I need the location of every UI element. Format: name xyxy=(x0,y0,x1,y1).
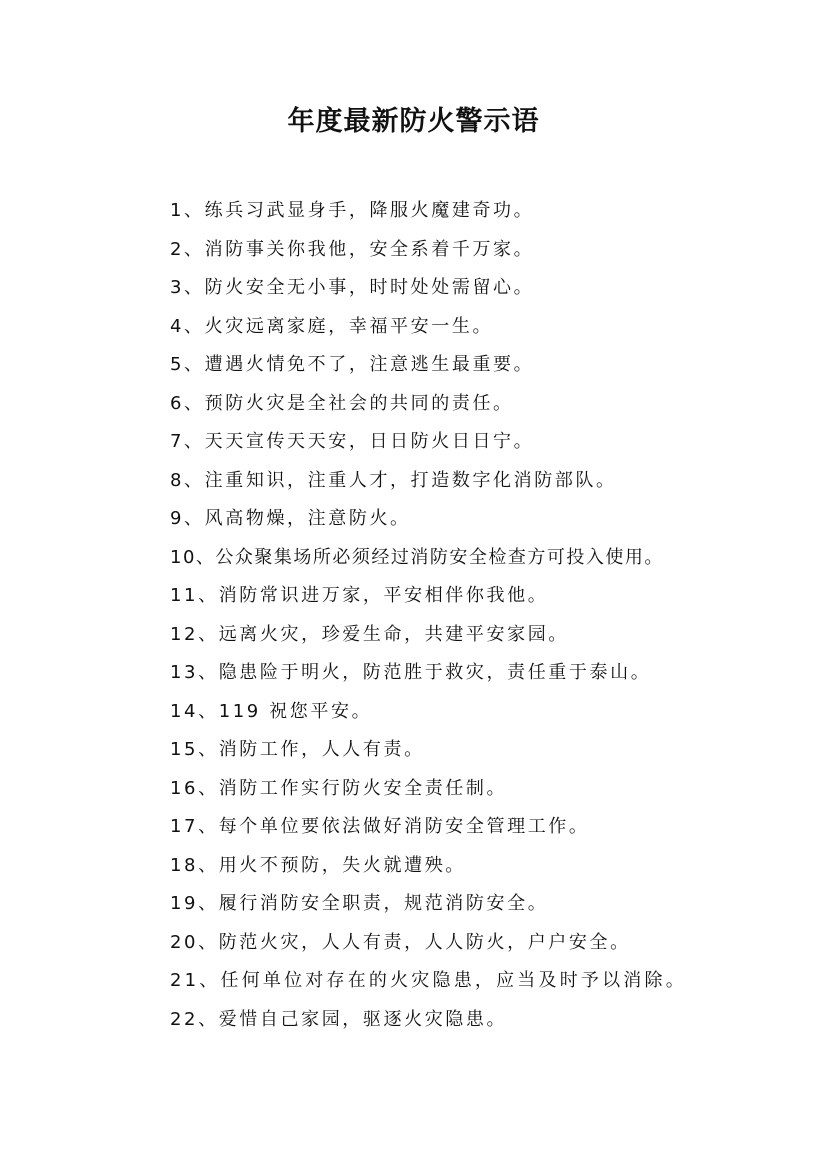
slogan-item-6: 6、预防火灾是全社会的共同的责任。 xyxy=(170,392,514,414)
slogan-item-20: 20、防范火灾，人人有责，人人防火，户户安全。 xyxy=(170,931,631,953)
slogan-item-9: 9、风高物燥，注意防火。 xyxy=(170,508,411,529)
slogan-item-2: 2、消防事关你我他，安全系着千万家。 xyxy=(170,238,535,260)
slogan-item-5: 5、遭遇火情免不了，注意逃生最重要。 xyxy=(170,354,535,375)
slogan-item-11: 11、消防常识进万家，平安相伴你我他。 xyxy=(170,585,549,606)
slogan-item-17: 17、每个单位要依法做好消防安全管理工作。 xyxy=(170,816,590,837)
slogan-item-8: 8、注重知识，注重人才，打造数字化消防部队。 xyxy=(170,469,617,491)
slogan-item-4: 4、火灾远离家庭，幸福平安一生。 xyxy=(170,315,494,337)
slogan-item-18: 18、用火不预防，失火就遭殃。 xyxy=(170,854,466,876)
slogan-item-10: 10、公众聚集场所必须经过消防安全检查方可投入使用。 xyxy=(170,546,664,568)
slogan-item-21: 21、任何单位对存在的火灾隐患，应当及时予以消除。 xyxy=(170,970,687,991)
slogan-item-13: 13、隐患险于明火，防范胜于救灾，责任重于泰山。 xyxy=(170,662,652,683)
slogan-item-1: 1、练兵习武显身手，降服火魔建奇功。 xyxy=(170,200,535,221)
slogan-item-19: 19、履行消防安全职责，规范消防安全。 xyxy=(170,893,549,914)
slogan-item-14: 14、119 祝您平安。 xyxy=(170,700,373,722)
slogan-item-16: 16、消防工作实行防火安全责任制。 xyxy=(170,777,508,799)
slogan-item-7: 7、天天宣传天天安，日日防火日日宁。 xyxy=(170,431,535,452)
document-title: 年度最新防火警示语 xyxy=(287,106,540,137)
slogan-item-15: 15、消防工作，人人有责。 xyxy=(170,739,425,760)
slogan-list xyxy=(170,196,810,1043)
slogan-item-3: 3、防火安全无小事，时时处处需留心。 xyxy=(170,277,535,298)
slogan-item-22: 22、爱惜自己家园，驱逐火灾隐患。 xyxy=(170,1008,508,1030)
slogan-item-12: 12、远离火灾，珍爱生命，共建平安家园。 xyxy=(170,623,569,645)
